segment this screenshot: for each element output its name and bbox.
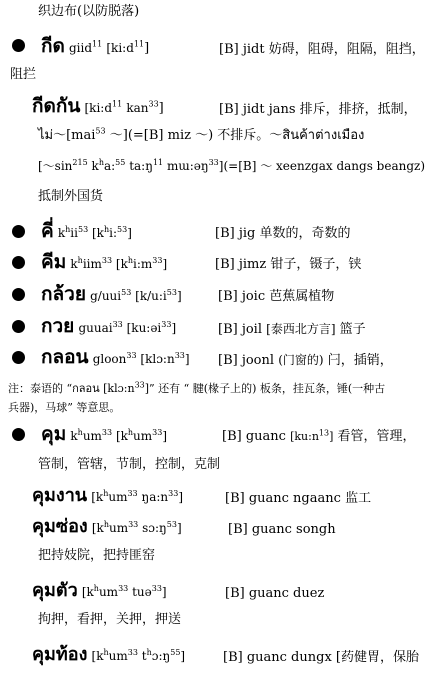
bullet-icon — [12, 320, 25, 333]
bullet-icon — [12, 351, 25, 364]
bullet-icon — [12, 428, 25, 441]
entry-khum-song: คุมซ่อง [$k^hum^{33}$ $sɔ:ŋ^{53}$] — [32, 516, 182, 537]
entry-khum-tua-gloss: 拘押，看押，关押，押送 — [38, 612, 182, 627]
entry-kloon: กลอน gloon$^{33}$ $[klɔ:n^{33}]$ — [41, 346, 190, 368]
entry-khum-song-code: [B] guanc songh — [228, 522, 336, 537]
example-line-3: 抵制外国货 — [38, 189, 104, 204]
example-line-1: ไม่～[mai$^{53}$ ～](=[B] miz ～) 不排斥。～สินค้าต่างเมือง — [38, 126, 365, 143]
heading-line: 织边布(以防脱落) — [38, 4, 140, 19]
entry-kluai: กล้วย g/uui$^{53}$ $[k/u:i^{53}]$ — [41, 283, 182, 305]
entry-khum-cont: 管制，管辖，节制，控制，克制 — [38, 457, 221, 472]
entry-kluai-gloss: [B] joic 芭蕉属植物 — [218, 289, 335, 304]
bullet-icon — [12, 39, 25, 52]
bullet-icon — [12, 288, 25, 301]
entry-khum-ngaan: คุมงาน [$k^hum^{33}$ $ŋa:n^{33}$] — [32, 485, 184, 506]
entry-khum-tua-code: [B] guanc duez — [225, 586, 325, 601]
entry-khii-gloss: [B] jig 单数的，奇数的 — [215, 226, 351, 241]
note-line-1: 注：泰语的 “กลอน $[klɔ:n^{33}]$” 还有 “ 腱(椽子上的) 板条，挂瓦条，锤(一种古 — [8, 380, 386, 395]
entry-giid-cont: 阻拦 — [10, 67, 37, 82]
bullet-icon — [12, 225, 25, 238]
entry-khum-gloss: [B] guanc $[ku:n^{13}]$ 看管，管理， — [222, 428, 416, 444]
entry-khum-tua: คุมตัว [$k^hum^{33}$ tuə$^{33}$] — [32, 580, 167, 601]
entry-giid: กีด giid$^{11}$ $[ki:d^{11}]$ — [41, 35, 150, 57]
entry-kloon-gloss: [B] joonl (门窗的) 闩，插销， — [218, 353, 393, 368]
entry-khum-song-gloss: 把持妓院，把持匪窑 — [38, 548, 156, 563]
entry-khum-thong-gloss: [B] guanc dungx [药健胃，保胎 — [223, 650, 419, 665]
note-line-2: 兵器)，马球” 等意思。 — [8, 401, 121, 414]
entry-khiim: คีม $k^hiim^{33}$ $[k^hi:m^{33}]$ — [41, 251, 168, 273]
entry-giidkan-gloss: [B] jidt jans 排斥，排挤，抵制， — [219, 102, 417, 117]
entry-khum-thong: คุมท้อง [$k^hum^{33}$ $t^hɔ:ŋ^{55}$] — [32, 644, 186, 665]
entry-khum: คุม $k^hum^{33}$ $[k^hum^{33}]$ — [41, 423, 168, 445]
entry-khum-ngaan-gloss: [B] guanc ngaanc 监工 — [225, 491, 372, 506]
entry-kuai: กวย guuai$^{33}$ [ku:əi$^{33}$] — [41, 315, 177, 337]
entry-khiim-gloss: [B] jimz 钳子，镊子，铗 — [215, 257, 362, 272]
entry-giid-gloss: [B] jidt 妨碍，阻碍，阻隔，阻挡， — [219, 42, 425, 57]
bullet-icon — [12, 256, 25, 269]
entry-khii: คี่ $k^hii^{53}$ $[k^hi:^{53}]$ — [41, 220, 132, 242]
entry-kuai-gloss: [B] joil [泰西北方言] 篮子 — [218, 322, 366, 337]
entry-giidkan: กีดกัน [$ki:d^{11}$ kan$^{33}$] — [32, 95, 164, 117]
example-line-2: [$\sim\sin^{215}$ $k^ha:^{55}$ $ta:ŋ^{11}$ mɯ:əŋ$^{33}$](=[B] ～ xeenzgax dangs beangz) — [38, 158, 426, 173]
